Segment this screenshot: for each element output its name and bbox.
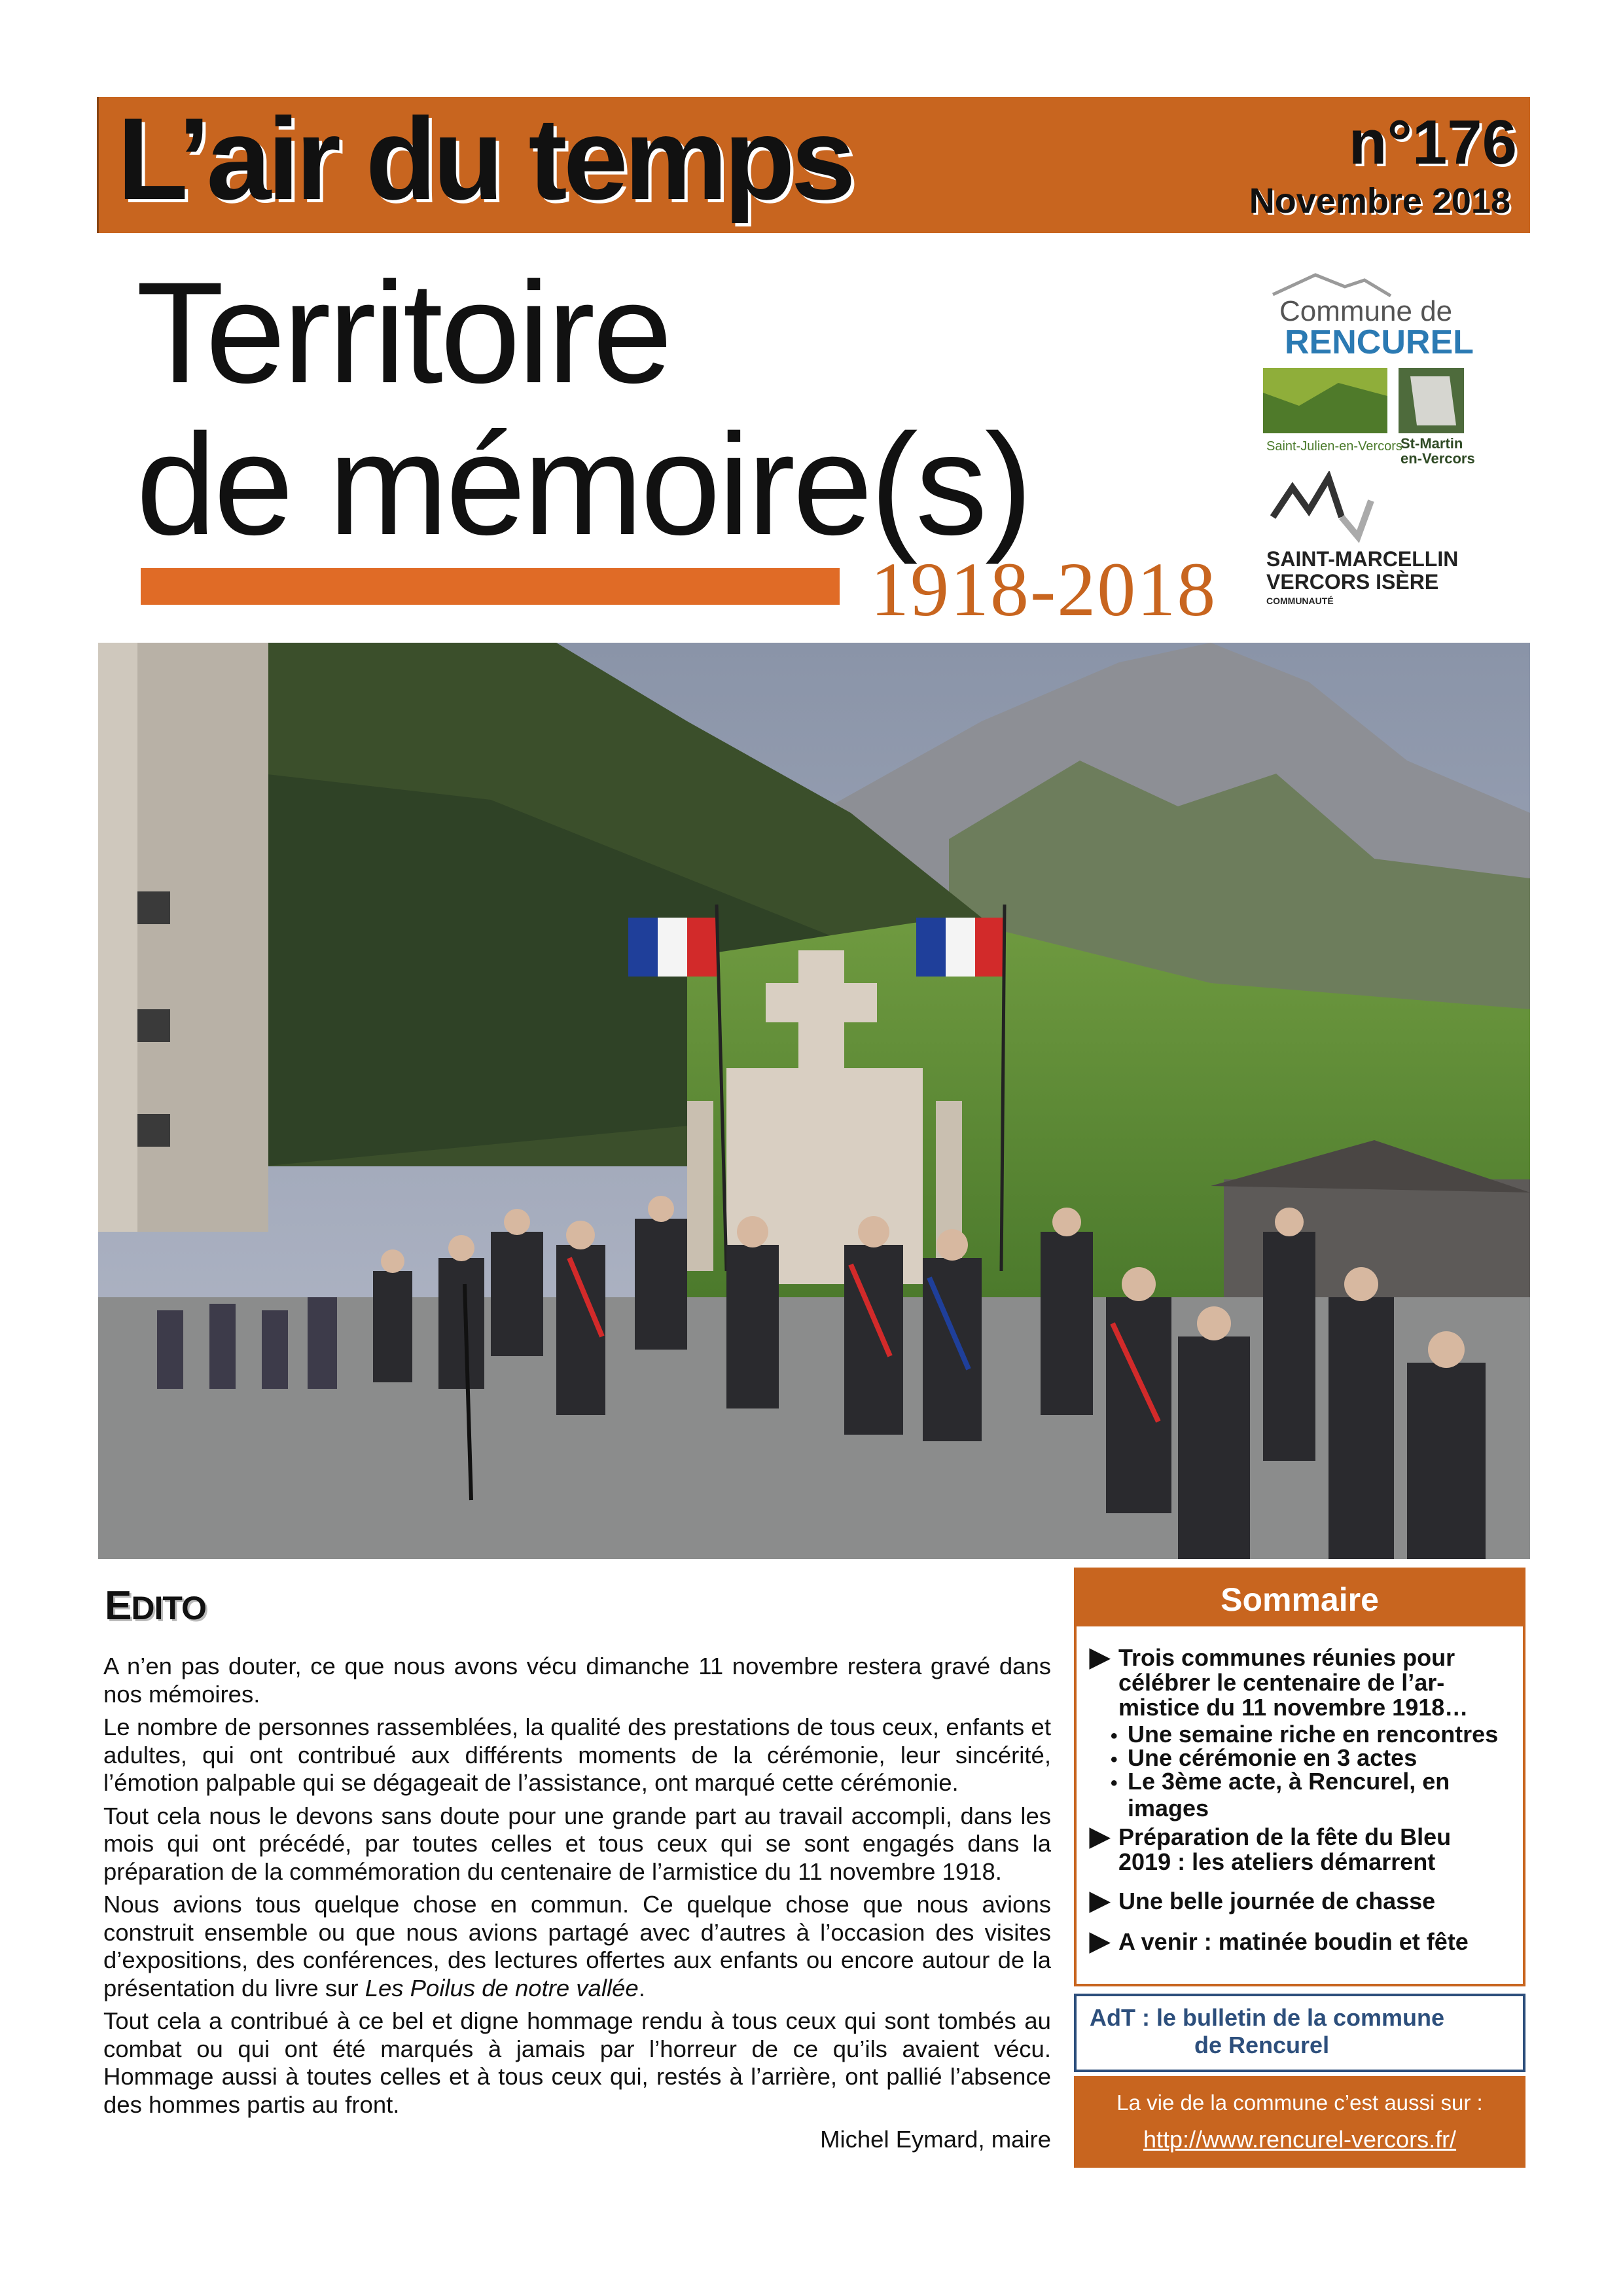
- sommaire-subitem-3[interactable]: • Le 3ème acte, à Rencurel, en images: [1111, 1768, 1450, 1821]
- masthead-banner: [97, 94, 1530, 233]
- smv-logo: [1266, 471, 1476, 615]
- triangle-bullet-icon: ▶: [1090, 1822, 1110, 1851]
- website-link[interactable]: http://www.rencurel-vercors.fr/: [1143, 2126, 1457, 2153]
- edito-title-rest: DITO: [131, 1590, 206, 1626]
- adt-line-2: de Rencurel: [1194, 2032, 1330, 2058]
- sommaire-subitem-1[interactable]: • Une semaine riche en rencontres: [1111, 1721, 1499, 1748]
- sommaire-item-1[interactable]: ▶ Trois communes réunies pour célébrer le centenaire de l’ar- mistice du 11 novembre 1918…: [1090, 1643, 1469, 1721]
- village-2-label-2: en-Vercors: [1400, 450, 1475, 467]
- issue-number: n°176: [1348, 107, 1517, 177]
- edito-title: [105, 1583, 206, 1629]
- headline-line-1: Territoire: [136, 252, 670, 413]
- headline-rule: [141, 568, 840, 605]
- website-intro: La vie de la commune c’est aussi sur :: [1116, 2090, 1483, 2115]
- newsletter-title: L’air du temps: [117, 94, 852, 224]
- dot-bullet-icon: •: [1111, 1772, 1118, 1794]
- sommaire-item-2[interactable]: ▶ Préparation de la fête du Bleu 2019 : les ateliers démarrent: [1090, 1822, 1452, 1875]
- edito-body: [103, 1653, 1051, 2124]
- edito-paragraph-4: Nous avions tous quelque chose en commun. Ce quelque chose que nous avions construit ensemble ou que nous avions partagé avec d’autres à l’occasion des visites d’expositions, des conférences, des lectures offertes aux enfants ou encore autour de la présentation du livre sur Les Poilus de notre vallée.: [103, 1891, 1051, 2001]
- book-title: Les Poilus de notre vallée: [365, 1974, 639, 2001]
- adt-line-1: AdT : le bulletin de la commune: [1090, 2004, 1445, 2031]
- headline-years: 1918-2018: [870, 547, 1217, 632]
- sommaire-item-3[interactable]: ▶ Une belle journée de chasse: [1090, 1886, 1436, 1915]
- edito-paragraph-3: Tout cela nous le devons sans doute pour une grande part au travail accompli, dans les mois qui ont précédé, par toutes celles et tous ceux qui se sont engagés dans la préparation de la commémoration du centenaire de l’armistice du 11 novembre 1918.: [103, 1802, 1051, 1885]
- dot-bullet-icon: •: [1111, 1749, 1118, 1770]
- sommaire-subitem-2[interactable]: • Une cérémonie en 3 actes: [1111, 1744, 1418, 1771]
- headline-line-2: de mémoire(s): [136, 404, 1031, 565]
- edito-paragraph-1: A n’en pas douter, ce que nous avons vécu dimanche 11 novembre restera gravé dans nos mémoires.: [103, 1653, 1051, 1708]
- triangle-bullet-icon: ▶: [1090, 1886, 1110, 1915]
- smv-line-2: VERCORS ISÈRE: [1266, 570, 1439, 594]
- triangle-bullet-icon: ▶: [1090, 1927, 1110, 1956]
- sommaire-list: [1074, 1626, 1525, 1986]
- village-2-label-1: St-Martin: [1400, 435, 1463, 452]
- commune-name: RENCUREL: [1285, 323, 1474, 361]
- sommaire-item-4[interactable]: ▶ A venir : matinée boudin et fête: [1090, 1927, 1469, 1956]
- mountain-outline-icon: [1273, 275, 1391, 296]
- smv-line-1: SAINT-MARCELLIN: [1266, 547, 1459, 571]
- adt-box: [1074, 1994, 1525, 2072]
- triangle-bullet-icon: ▶: [1090, 1643, 1110, 1672]
- ceremony-photo: [98, 643, 1530, 1559]
- adt-text: [1090, 2004, 1444, 2059]
- smv-line-3: COMMUNAUTÉ: [1266, 596, 1334, 606]
- website-box: [1074, 2076, 1525, 2168]
- edito-signature: Michel Eymard, maire: [820, 2126, 1051, 2153]
- issue-date: Novembre 2018: [1249, 181, 1510, 221]
- smv-mark-icon: [1273, 478, 1342, 517]
- commune-prefix: Commune de: [1279, 295, 1453, 327]
- headline: [136, 252, 1031, 565]
- dot-bullet-icon: •: [1111, 1725, 1118, 1747]
- edito-title-first: E: [105, 1583, 132, 1628]
- village-1-label: Saint-Julien-en-Vercors: [1266, 439, 1402, 454]
- edito-paragraph-5: Tout cela a contribué à ce bel et digne hommage rendu à tous ceux qui sont tombés au combat ou qui ont été marqués à jamais par l’horreur de ce qu’ils avaient vécu. Hommage aussi à toutes celles et à tous ceux qui, restés à l’arrière, ont pallié l’absence des hommes partis au front.: [103, 2007, 1051, 2118]
- commune-logo: [1260, 268, 1482, 471]
- sommaire-header: Sommaire: [1074, 1568, 1525, 1626]
- edito-paragraph-2: Le nombre de personnes rassemblées, la qualité des prestations de tous ceux, enfants et adultes, qui ont contribué aux différents moments de la cérémonie, leur sincérité, l’émotion palpable qui se dégageait de l’assistance, ont marqué cette cérémonie.: [103, 1713, 1051, 1796]
